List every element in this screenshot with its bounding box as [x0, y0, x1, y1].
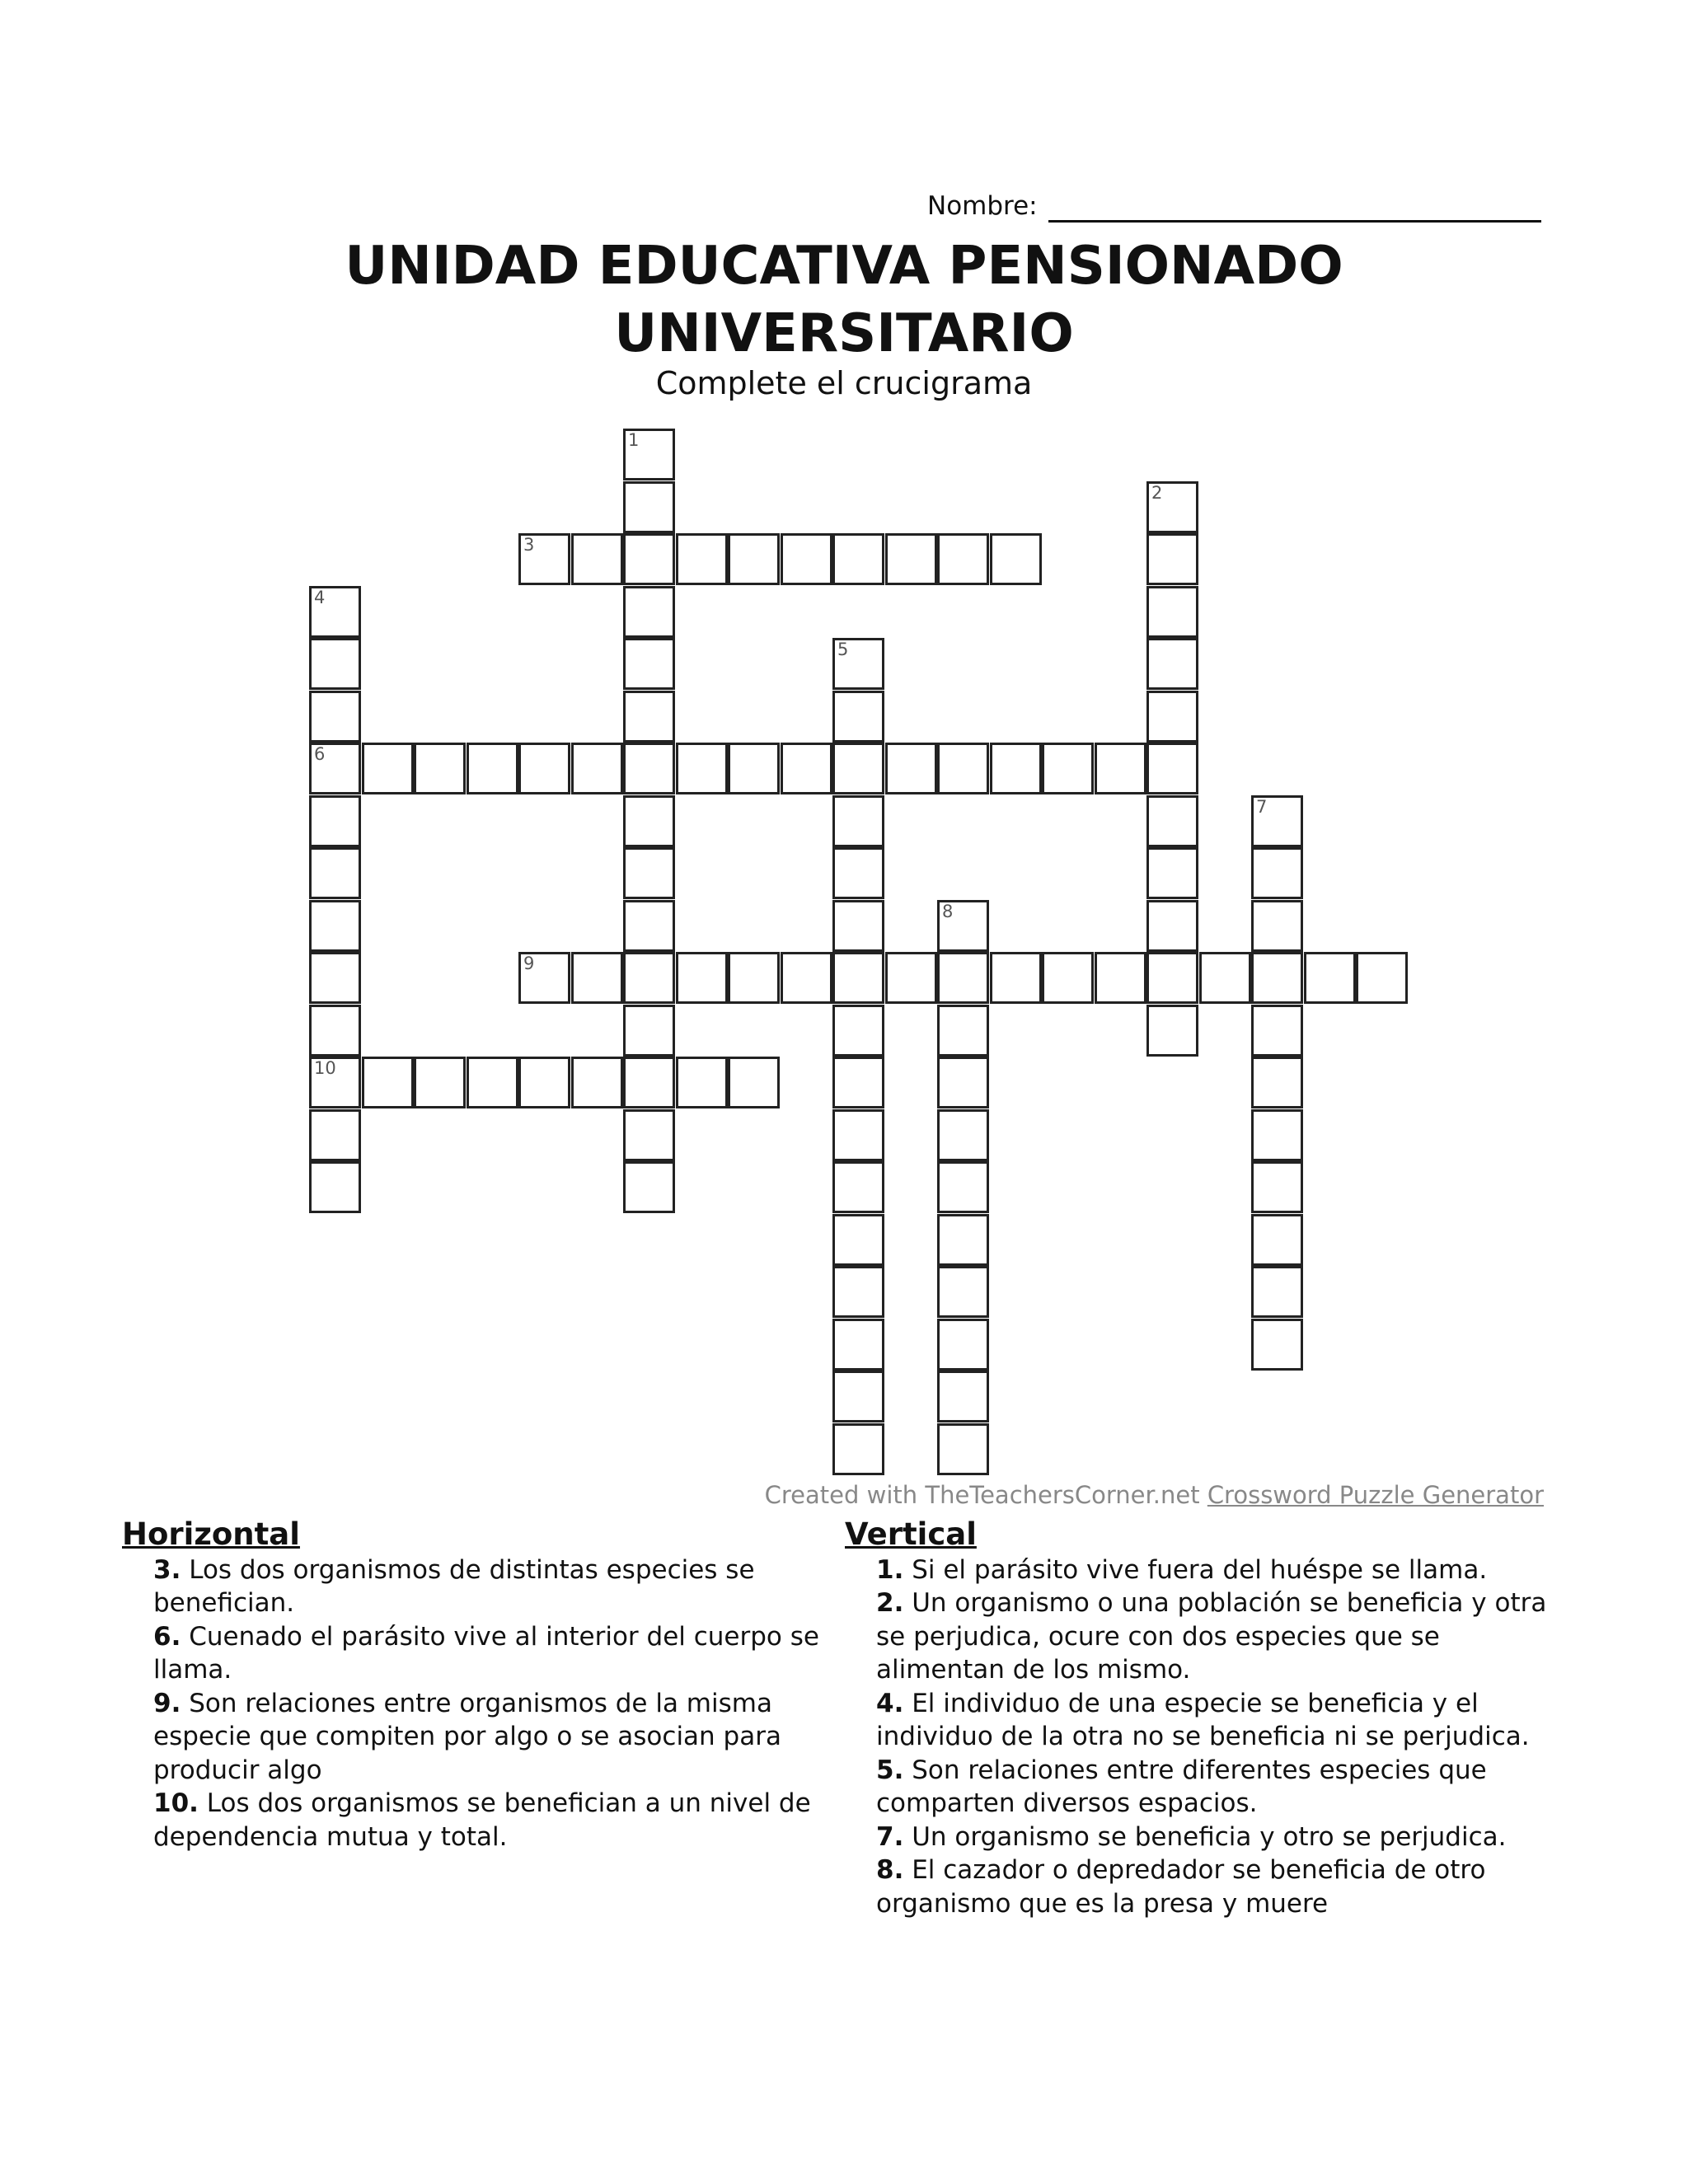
crossword-cell[interactable]	[518, 1057, 570, 1108]
crossword-cell[interactable]	[937, 1161, 989, 1213]
crossword-cell[interactable]	[1146, 638, 1198, 690]
crossword-cell[interactable]	[832, 952, 884, 1004]
crossword-cell[interactable]	[832, 1371, 884, 1422]
crossword-cell[interactable]	[676, 533, 728, 585]
clue-vertical: 8. El cazador o depredador se beneficia de otro organismo que es la presa y muere	[876, 1855, 1486, 1919]
crossword-cell[interactable]	[467, 1057, 518, 1108]
credit-text: Created with TheTeachersCorner.net	[764, 1481, 1207, 1509]
clue-vertical: 5. Son relaciones entre diferentes especies que comparten diversos espacios.	[876, 1755, 1487, 1818]
crossword-cell[interactable]	[571, 1057, 623, 1108]
crossword-cell[interactable]	[832, 1057, 884, 1108]
crossword-cell[interactable]	[728, 533, 780, 585]
crossword-cell[interactable]	[937, 743, 989, 794]
crossword-cell[interactable]	[623, 847, 675, 899]
crossword-cell[interactable]	[937, 1057, 989, 1108]
clue-number: 6	[314, 744, 326, 764]
crossword-cell[interactable]	[832, 743, 884, 794]
vertical-clues	[845, 1518, 1570, 1920]
crossword-cell[interactable]	[937, 1423, 989, 1475]
crossword-cell[interactable]	[414, 1057, 466, 1108]
clue-number: 2	[1151, 482, 1163, 503]
crossword-cell[interactable]	[937, 1266, 989, 1318]
crossword-cell[interactable]	[309, 743, 361, 794]
crossword-cell[interactable]	[518, 952, 570, 1004]
crossword-cell[interactable]	[623, 1161, 675, 1213]
crossword-cell[interactable]	[623, 795, 675, 847]
crossword-cell[interactable]	[1042, 743, 1094, 794]
crossword-cell[interactable]	[1146, 900, 1198, 952]
crossword-cell[interactable]	[1251, 900, 1303, 952]
crossword-cell[interactable]	[623, 586, 675, 638]
crossword-cell[interactable]	[832, 1109, 884, 1161]
crossword-cell[interactable]	[832, 1423, 884, 1475]
crossword-cell[interactable]	[623, 481, 675, 533]
clue-horizontal: 6. Cuenado el parásito vive al interior del cuerpo se llama.	[153, 1621, 819, 1685]
crossword-cell[interactable]	[1251, 795, 1303, 847]
crossword-cell[interactable]	[571, 952, 623, 1004]
crossword-cell[interactable]	[832, 1005, 884, 1057]
horizontal-heading: Horizontal	[122, 1516, 300, 1552]
clue-horizontal: 3. Los dos organismos de distintas especies se benefician.	[153, 1554, 755, 1618]
crossword-cell[interactable]	[623, 900, 675, 952]
crossword-cell[interactable]	[623, 1057, 675, 1108]
crossword-cell[interactable]	[1251, 952, 1303, 1004]
crossword-cell[interactable]	[571, 743, 623, 794]
crossword-cell[interactable]	[885, 743, 937, 794]
clue-horizontal: 10. Los dos organismos se benefician a un nivel de dependencia mutua y total.	[153, 1788, 811, 1852]
crossword-cell[interactable]	[1199, 952, 1251, 1004]
crossword-cell[interactable]	[1251, 1057, 1303, 1108]
crossword-cell[interactable]	[1146, 743, 1198, 794]
clue-vertical: 2. Un organismo o una población se beneficia y otra se perjudica, ocure con dos especies que se alimentan de los mismo.	[876, 1588, 1547, 1685]
credit-link[interactable]: Crossword Puzzle Generator	[1207, 1481, 1544, 1509]
crossword-cell[interactable]	[309, 795, 361, 847]
crossword-cell[interactable]	[309, 952, 361, 1004]
vertical-heading: Vertical	[845, 1516, 977, 1552]
crossword-cell[interactable]	[1251, 847, 1303, 899]
crossword-cell[interactable]	[518, 743, 570, 794]
crossword-cell[interactable]	[414, 743, 466, 794]
crossword-cell[interactable]	[362, 743, 414, 794]
crossword-cell[interactable]	[937, 900, 989, 952]
crossword-cell[interactable]	[309, 586, 361, 638]
horizontal-clues	[122, 1518, 831, 1854]
clue-number: 7	[1256, 796, 1268, 817]
crossword-cell[interactable]	[1251, 1214, 1303, 1266]
crossword-cell[interactable]	[309, 638, 361, 690]
crossword-cell[interactable]	[990, 952, 1042, 1004]
clue-number: 9	[523, 954, 535, 973]
crossword-cell[interactable]	[623, 743, 675, 794]
crossword-cell[interactable]	[1251, 1109, 1303, 1161]
crossword-cell[interactable]	[781, 952, 832, 1004]
clue-vertical: 7. Un organismo se beneficia y otro se perjudica.	[876, 1821, 1507, 1852]
crossword-cell[interactable]	[309, 1005, 361, 1057]
crossword-cell[interactable]	[1251, 1319, 1303, 1371]
crossword-cell[interactable]	[832, 795, 884, 847]
crossword-cell[interactable]	[832, 900, 884, 952]
crossword-cell[interactable]	[832, 1319, 884, 1371]
crossword-cell[interactable]	[937, 1371, 989, 1422]
crossword-cell[interactable]	[832, 638, 884, 690]
clue-number: 1	[628, 430, 640, 450]
crossword-cell[interactable]	[571, 533, 623, 585]
crossword-cell[interactable]	[1356, 952, 1408, 1004]
clue-number: 3	[523, 535, 535, 555]
crossword-cell[interactable]	[937, 533, 989, 585]
crossword-cell[interactable]	[728, 1057, 780, 1108]
crossword-cell[interactable]	[832, 691, 884, 743]
clue-vertical: 4. El individuo de una especie se beneficia y el individuo de la otra no se beneficia ni se perjudica.	[876, 1688, 1530, 1751]
crossword-cell[interactable]	[832, 1161, 884, 1213]
name-label: Nombre:	[927, 191, 1038, 221]
crossword-cell[interactable]	[1042, 952, 1094, 1004]
crossword-cell[interactable]	[623, 952, 675, 1004]
crossword-cell[interactable]	[309, 1109, 361, 1161]
crossword-cell[interactable]	[1146, 533, 1198, 585]
crossword-cell[interactable]	[1146, 847, 1198, 899]
crossword-cell[interactable]	[362, 1057, 414, 1108]
crossword-cell[interactable]	[937, 1214, 989, 1266]
crossword-cell[interactable]	[885, 952, 937, 1004]
crossword-cell[interactable]	[623, 691, 675, 743]
crossword-cell[interactable]	[937, 1005, 989, 1057]
clue-number: 5	[837, 640, 849, 659]
clue-number: 8	[942, 901, 954, 921]
crossword-cell[interactable]	[728, 952, 780, 1004]
crossword-cell[interactable]	[832, 533, 884, 585]
crossword-cell[interactable]	[309, 691, 361, 743]
clue-number: 4	[314, 587, 326, 607]
crossword-cell[interactable]	[1251, 1005, 1303, 1057]
page-subtitle: Complete el crucigrama	[655, 365, 1033, 401]
crossword-cell[interactable]	[832, 1214, 884, 1266]
crossword-cell[interactable]	[623, 533, 675, 585]
crossword-cell[interactable]	[937, 952, 989, 1004]
crossword-cell[interactable]	[885, 533, 937, 585]
crossword-cell[interactable]	[1095, 743, 1146, 794]
crossword-cell[interactable]	[309, 1161, 361, 1213]
crossword-cell[interactable]	[1146, 481, 1198, 533]
crossword-cell[interactable]	[623, 1005, 675, 1057]
crossword-cell[interactable]	[990, 743, 1042, 794]
credit-line	[765, 1481, 1544, 1509]
clue-vertical: 1. Si el parásito vive fuera del huéspe se llama.	[876, 1554, 1488, 1585]
crossword-cell[interactable]	[937, 1319, 989, 1371]
crossword-cell[interactable]	[309, 900, 361, 952]
crossword-cell[interactable]	[990, 533, 1042, 585]
crossword-cell[interactable]	[1095, 952, 1146, 1004]
crossword-cell[interactable]	[309, 847, 361, 899]
crossword-cell[interactable]	[1146, 795, 1198, 847]
clue-number: 10	[314, 1058, 336, 1078]
crossword-cell[interactable]	[518, 533, 570, 585]
crossword-cell[interactable]	[832, 1266, 884, 1318]
page-title-line1: UNIDAD EDUCATIVA PENSIONADO	[345, 236, 1343, 297]
crossword-cell[interactable]	[1146, 952, 1198, 1004]
crossword-cell[interactable]	[781, 743, 832, 794]
crossword-cell[interactable]	[728, 743, 780, 794]
crossword-cell[interactable]	[623, 429, 675, 480]
crossword-cell[interactable]	[623, 1109, 675, 1161]
crossword-cell[interactable]	[676, 1057, 728, 1108]
crossword-cell[interactable]	[1146, 691, 1198, 743]
clue-horizontal: 9. Son relaciones entre organismos de la misma especie que compiten por algo o se asocian para producir algo	[153, 1688, 781, 1785]
crossword-cell[interactable]	[937, 1109, 989, 1161]
crossword-cell[interactable]	[1146, 586, 1198, 638]
crossword-cell[interactable]	[467, 743, 518, 794]
crossword-cell[interactable]	[832, 847, 884, 899]
crossword-cell[interactable]	[309, 1057, 361, 1108]
crossword-cell[interactable]	[1251, 1161, 1303, 1213]
crossword-cell[interactable]	[781, 533, 832, 585]
page-title-line2: UNIVERSITARIO	[614, 303, 1074, 364]
crossword-cell[interactable]	[1251, 1266, 1303, 1318]
crossword-cell[interactable]	[1304, 952, 1356, 1004]
crossword-cell[interactable]	[676, 743, 728, 794]
crossword-cell[interactable]	[1146, 1005, 1198, 1057]
crossword-cell[interactable]	[623, 638, 675, 690]
crossword-cell[interactable]	[676, 952, 728, 1004]
